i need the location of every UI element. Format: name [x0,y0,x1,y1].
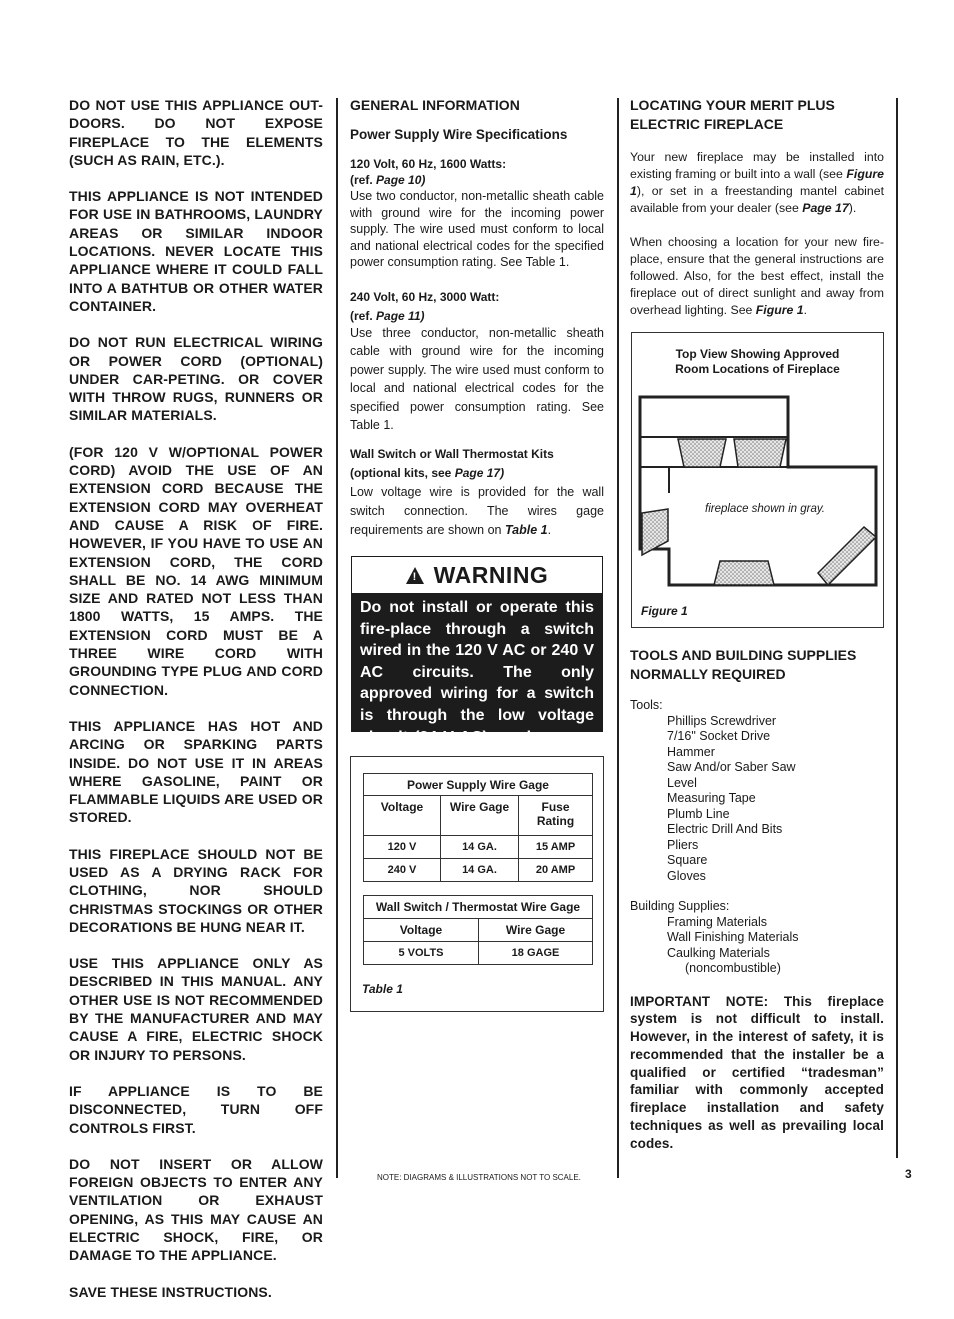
warning-paragraph: THIS APPLIANCE HAS HOT AND ARCING OR SPARKING PARTS INSIDE. DO NOT USE IT IN AREAS WHERE GASOLINE, PAINT OR FLAMMABLE LIQUIDS ARE USED OR STORED. [69,717,323,826]
table-link[interactable]: Table 1 [504,522,548,537]
table-cell: 5 VOLTS [364,942,479,965]
column-header: Wire Gage [479,919,593,942]
power-supply-table [363,773,593,882]
column-divider-right [617,98,619,1178]
warning-text: Do not install or operate this fire-place through a switch wired in the 120 V AC or 240 V AC circuits. The only approved wiring for a switch is through the low voltage circuit (24 V AC) as shown on Page 14. [360,599,594,768]
list-item: Pliers [667,837,699,852]
warning-triangle-icon: ! [406,567,424,584]
spec-body: Use three conductor, non-metallic sheath cable with ground wire for the incoming power supply. The wire used must conform to local and national electrical codes for the specified power consumption rating. See Table 1. [350,325,604,432]
warning-paragraph: DO NOT INSERT OR ALLOW FOREIGN OBJECTS TO ENTER ANY VENTILATION OR EXHAUST OPENING, AS THIS MAY CAUSE AN ELECTRIC SHOCK, FIRE, OR DAMAGE TO THE APPLIANCE. [69,1155,323,1264]
spec-title: 240 Volt, 60 Hz, 3000 Watt: [350,289,500,304]
warning-paragraph: USE THIS APPLIANCE ONLY AS DESCRIBED IN THIS MANUAL. ANY OTHER USE IS NOT RECOMMENDED BY THE MANUFACTURER AND MAY CAUSE A FIRE, ELECTRIC SHOCK OR INJURY TO PERSONS. [69,955,323,1063]
warning-paragraph: THIS FIREPLACE SHOULD NOT BE USED AS A DRYING RACK FOR CLOTHING, NOR SHOULD CHRISTMAS STOCKINGS OR OTHER DECORATIONS BE HUNG NEAR IT. [69,845,323,935]
save-instructions: SAVE THESE INSTRUCTIONS. [69,1283,272,1300]
warning-paragraph: (FOR 120 V W/OPTIONAL POWER CORD) AVOID THE USE OF AN EXTENSION CORD BECAUSE THE EXTENSION CORD MAY OVERHEAT AND CAUSE A RISK OF FIRE. HOWEVER, IF YOU HAVE TO USE AN EXTENSION CORD, THE CORD SHALL BE NO. 14 AWG MINIMUM SIZE AND RATED NOT LESS THAN 1800 WATTS, 15 AMPS. THE EXTENSION CORD MUST BE A THREE WIRE CORD WITH GROUNDING TYPE PLUG AND CORD CONNECTION. [69,443,323,698]
spec-ref: (ref. Page 10) [350,173,426,187]
wire-gage-table-box [350,756,604,1012]
page-number: 3 [905,1167,912,1181]
table-cell: 240 V [364,859,441,882]
spec-ref: (ref. Page 11) [350,308,425,323]
warning-header [352,557,602,593]
table-cell: 14 GA. [441,836,519,859]
list-item: Electric Drill And Bits [667,822,783,836]
warning-paragraph: DO NOT RUN ELECTRICAL WIRING OR POWER CORD (OPTIONAL) UNDER CAR-PETING. OR COVER WITH THROW RUGS, RUNNERS OR SIMILAR MATERIALS. [69,334,323,424]
list-item: Plumb Line [667,806,730,821]
body-paragraph: Your new fireplace may be installed into existing framing or built into a wall (see Figure 1), or set in a freestanding mantel cabinet available from your dealer (see Page 17). [630,150,884,215]
warning-title: WARNING [433,561,549,588]
list-item: Level [667,775,697,790]
table-cell: 18 GAGE [479,942,593,965]
tools-label: Tools: [630,698,663,712]
footer-note: NOTE: DIAGRAMS & ILLUSTRATIONS NOT TO SCALE. [377,1173,581,1182]
general-information-column [350,96,604,540]
spec-body: Use two conductor, non-metallic sheath cable with ground wire for the incoming power supply. The wire used must conform to local and national electrical codes for the specified power consumption rating. See Table 1. [350,189,604,269]
figure-title: Top View Showing Approved Room Locations of Fireplace [675,347,840,376]
list-item-note: (noncombustible) [685,961,781,975]
table-title: Wall Switch / Thermostat Wire Gage [364,896,593,919]
list-item: Square [667,853,708,867]
fireplace-gray [714,561,774,585]
page-link[interactable]: Page 14 [360,750,421,768]
wall-switch-table [363,895,593,965]
list-item: Measuring Tape [667,791,756,805]
table-cell: 20 AMP [519,859,593,882]
column-header: Voltage [364,796,441,836]
table-cell: 120 V [364,836,441,859]
column-header: Wire Gage [441,796,519,836]
warning-paragraph: IF APPLIANCE IS TO BE DISCONNECTED, TURN OFF CONTROLS FIRST. [69,1082,323,1136]
table-title: Power Supply Wire Gage [364,774,593,796]
safety-warnings-column [69,96,323,1319]
table-caption: Table 1 [362,982,403,996]
page-link[interactable]: Page 11) [376,308,425,323]
column-header: Voltage [364,919,479,942]
fireplace-gray [678,439,726,467]
tools-section [630,646,884,1171]
page-edge-rule [896,98,898,1158]
figure-link[interactable]: Figure 1 [630,167,884,198]
fireplace-gray [734,439,786,467]
warning-paragraph: DO NOT USE THIS APPLIANCE OUT-DOORS. DO NOT EXPOSE FIREPLACE TO THE ELEMENTS (SUCH AS RAIN, ETC.). [69,97,323,168]
list-item: Wall Finishing Materials [667,930,799,944]
page-link[interactable]: Page 17) [454,465,505,480]
list-item: 7/16" Socket Drive [667,729,771,743]
column-divider-left [336,98,338,1178]
supplies-label: Building Supplies: [630,899,730,913]
figure-link[interactable]: Figure 1 [755,303,804,317]
section-heading: LOCATING YOUR MERIT PLUS ELECTRIC FIREPLACE [630,97,835,132]
tools-list [630,714,884,885]
list-item: Caulking Materials [667,945,770,960]
column-header: Fuse Rating [519,796,593,836]
table-cell: 15 AMP [519,836,593,859]
supplies-list [630,915,884,977]
list-item: Phillips Screwdriver [667,713,777,728]
spec-title: 120 Volt, 60 Hz, 1600 Watts: [350,157,507,171]
table-cell: 14 GA. [441,859,519,882]
list-item: Hammer [667,744,715,759]
page-link[interactable]: Page 17 [802,201,849,215]
body-paragraph: When choosing a location for your new fire-place, ensure that the general instructions are followed. Also, for the best effect, install the fireplace out of direct sunlight and away from overhead lighting. See Figure 1. [630,235,884,317]
list-item: Saw And/or Saber Saw [667,760,796,774]
figure-note: fireplace shown in gray. [705,503,825,515]
spec-body: Low voltage wire is provided for the wall switch connection. The wires gage requirements are shown on Table 1. [350,484,604,537]
fireplace-gray [818,527,876,585]
figure-caption: Figure 1 [641,604,688,618]
locating-column [630,96,884,319]
figure-1 [631,332,884,628]
spec-title: Wall Switch or Wall Thermostat Kits [350,446,554,461]
warning-box [351,556,603,768]
spec-ref: (optional kits, see Page 17) [350,465,505,480]
section-heading: TOOLS AND BUILDING SUPPLIES NORMALLY REQUIRED [630,647,857,682]
room-layout-diagram [632,333,883,627]
section-heading: GENERAL INFORMATION [350,97,520,113]
warning-paragraph: THIS APPLIANCE IS NOT INTENDED FOR USE IN BATHROOMS, LAUNDRY AREAS OR SIMILAR INDOOR LOCATIONS. NEVER LOCATE THIS APPLIANCE WHERE IT COULD FALL INTO A BATHTUB OR OTHER WATER CONTAINER. [69,188,323,314]
list-item: Framing Materials [667,914,768,929]
important-note: IMPORTANT NOTE: This fireplace system is not difficult to install. However, in the interest of safety, it is recommended that the installer be a qualified or certified “tradesman” familiar with commonly accepted fireplace installation and safety techniques as well as prevailing local codes. [630,993,884,1151]
subsection-heading: Power Supply Wire Specifications [350,127,568,142]
list-item: Gloves [667,868,706,883]
page-link[interactable]: Page 10) [376,173,426,187]
